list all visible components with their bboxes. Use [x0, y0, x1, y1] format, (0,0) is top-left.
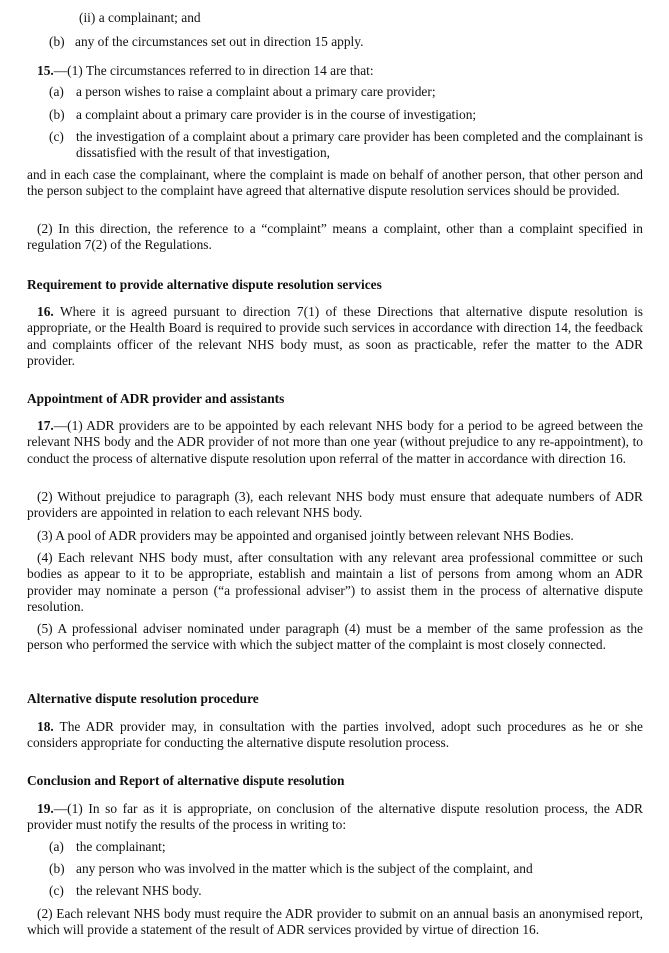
direction-17-para-4: (4) Each relevant NHS body must, after consultation with any relevant area professional committee or such bodies as appear to it to be appropriate, establish and maintain a list of persons from among whom an ADR provider may nominate a person (“a professional adviser”) to assist them in the process of alternative dispute resolution. [27, 550, 643, 615]
section-heading-17: Appointment of ADR provider and assistants [27, 391, 285, 406]
list-item-b [49, 107, 643, 123]
list-item-label: (a) [49, 84, 64, 99]
list-item-b [49, 861, 643, 877]
direction-15-para-2: (2) In this direction, the reference to a “complaint” means a complaint, other than a complaint specified in regulation 7(2) of the Regulations. [27, 221, 643, 253]
direction-15-para-1 [37, 63, 643, 79]
list-item-label: (b) [49, 34, 65, 49]
paragraph-text: Where it is agreed pursuant to direction 7(1) of these Directions that alternative dispute resolution is appropriate, or the Health Board is required to provide such services in accordance with direction 14, the feedback and complaints officer of the relevant NHS body must, as soon as practicable, refer the matter to the ADR provider. [27, 304, 643, 369]
list-item-text: a complaint about a primary care provider is in the course of investigation; [76, 107, 477, 122]
list-item-text: a person wishes to raise a complaint about a primary care provider; [76, 84, 436, 99]
list-item-c [49, 883, 643, 899]
direction-16-para [27, 304, 643, 370]
paragraph-text: —(1) In so far as it is appropriate, on conclusion of the alternative dispute resolution process, the ADR provider must notify the results of the process in writing to: [27, 801, 643, 833]
sub-item-ii: (ii) a complainant; and [79, 10, 201, 25]
direction-number: 19. [37, 801, 54, 816]
list-item-a [49, 84, 643, 100]
list-item-label: (c) [49, 883, 64, 898]
list-item-text: the complainant; [76, 839, 166, 854]
direction-number: 17. [37, 418, 54, 433]
section-heading-19: Conclusion and Report of alternative dispute resolution [27, 773, 345, 788]
direction-17-para-5: (5) A professional adviser nominated under paragraph (4) must be a member of the same profession as the person who performed the service with which the subject matter of the complaint is most closely connected. [27, 621, 643, 653]
direction-number: 16. [37, 304, 54, 319]
direction-number: 15. [37, 63, 54, 78]
direction-18-para [27, 719, 643, 752]
list-item-label: (b) [49, 861, 65, 876]
direction-number: 18. [37, 719, 54, 734]
list-item-label: (a) [49, 839, 64, 854]
list-item-text: any person who was involved in the matter which is the subject of the complaint, and [76, 861, 533, 876]
list-item-label: (b) [49, 107, 65, 122]
list-item-b [49, 34, 643, 50]
direction-17-para-1 [27, 418, 643, 467]
direction-17-para-3: (3) A pool of ADR providers may be appointed and organised jointly between relevant NHS Bodies. [37, 528, 574, 543]
paragraph-text: —(1) The circumstances referred to in direction 14 are that: [53, 63, 374, 78]
paragraph-text: The ADR provider may, in consultation with the parties involved, adopt such procedures as he or she considers appropriate for conducting the alternative dispute resolution process. [27, 719, 643, 751]
direction-19-para-2: (2) Each relevant NHS body must require the ADR provider to submit on an annual basis an anonymised report, which will provide a statement of the result of ADR services provided by virtue of direction 16. [27, 906, 643, 938]
direction-19-para-1 [27, 801, 643, 834]
paragraph-text: —(1) ADR providers are to be appointed by each relevant NHS body for a period to be agreed between the relevant NHS body and the ADR provider of not more than one year (without prejudice to any re-appointment), to conduct the process of alternative dispute resolution upon referral of the matter in accordance with direction 16. [27, 418, 643, 466]
list-item-a [49, 839, 643, 855]
direction-17-para-2: (2) Without prejudice to paragraph (3), each relevant NHS body must ensure that adequate numbers of ADR providers are appointed in relation to each relevant NHS body. [27, 489, 643, 521]
list-item-text: any of the circumstances set out in direction 15 apply. [75, 34, 364, 49]
direction-15-tail: and in each case the complainant, where the complaint is made on behalf of another person, that other person and the person subject to the complaint have agreed that alternative dispute resolution services should be provided. [27, 167, 643, 199]
list-item-label: (c) [49, 129, 64, 144]
list-item-text: the investigation of a complaint about a primary care provider has been completed and the complainant is dissatisfied with the result of that investigation, [76, 129, 643, 161]
section-heading-16: Requirement to provide alternative dispute resolution services [27, 277, 382, 292]
section-heading-18: Alternative dispute resolution procedure [27, 691, 259, 706]
list-item-c [49, 129, 643, 162]
list-item-text: the relevant NHS body. [76, 883, 202, 898]
